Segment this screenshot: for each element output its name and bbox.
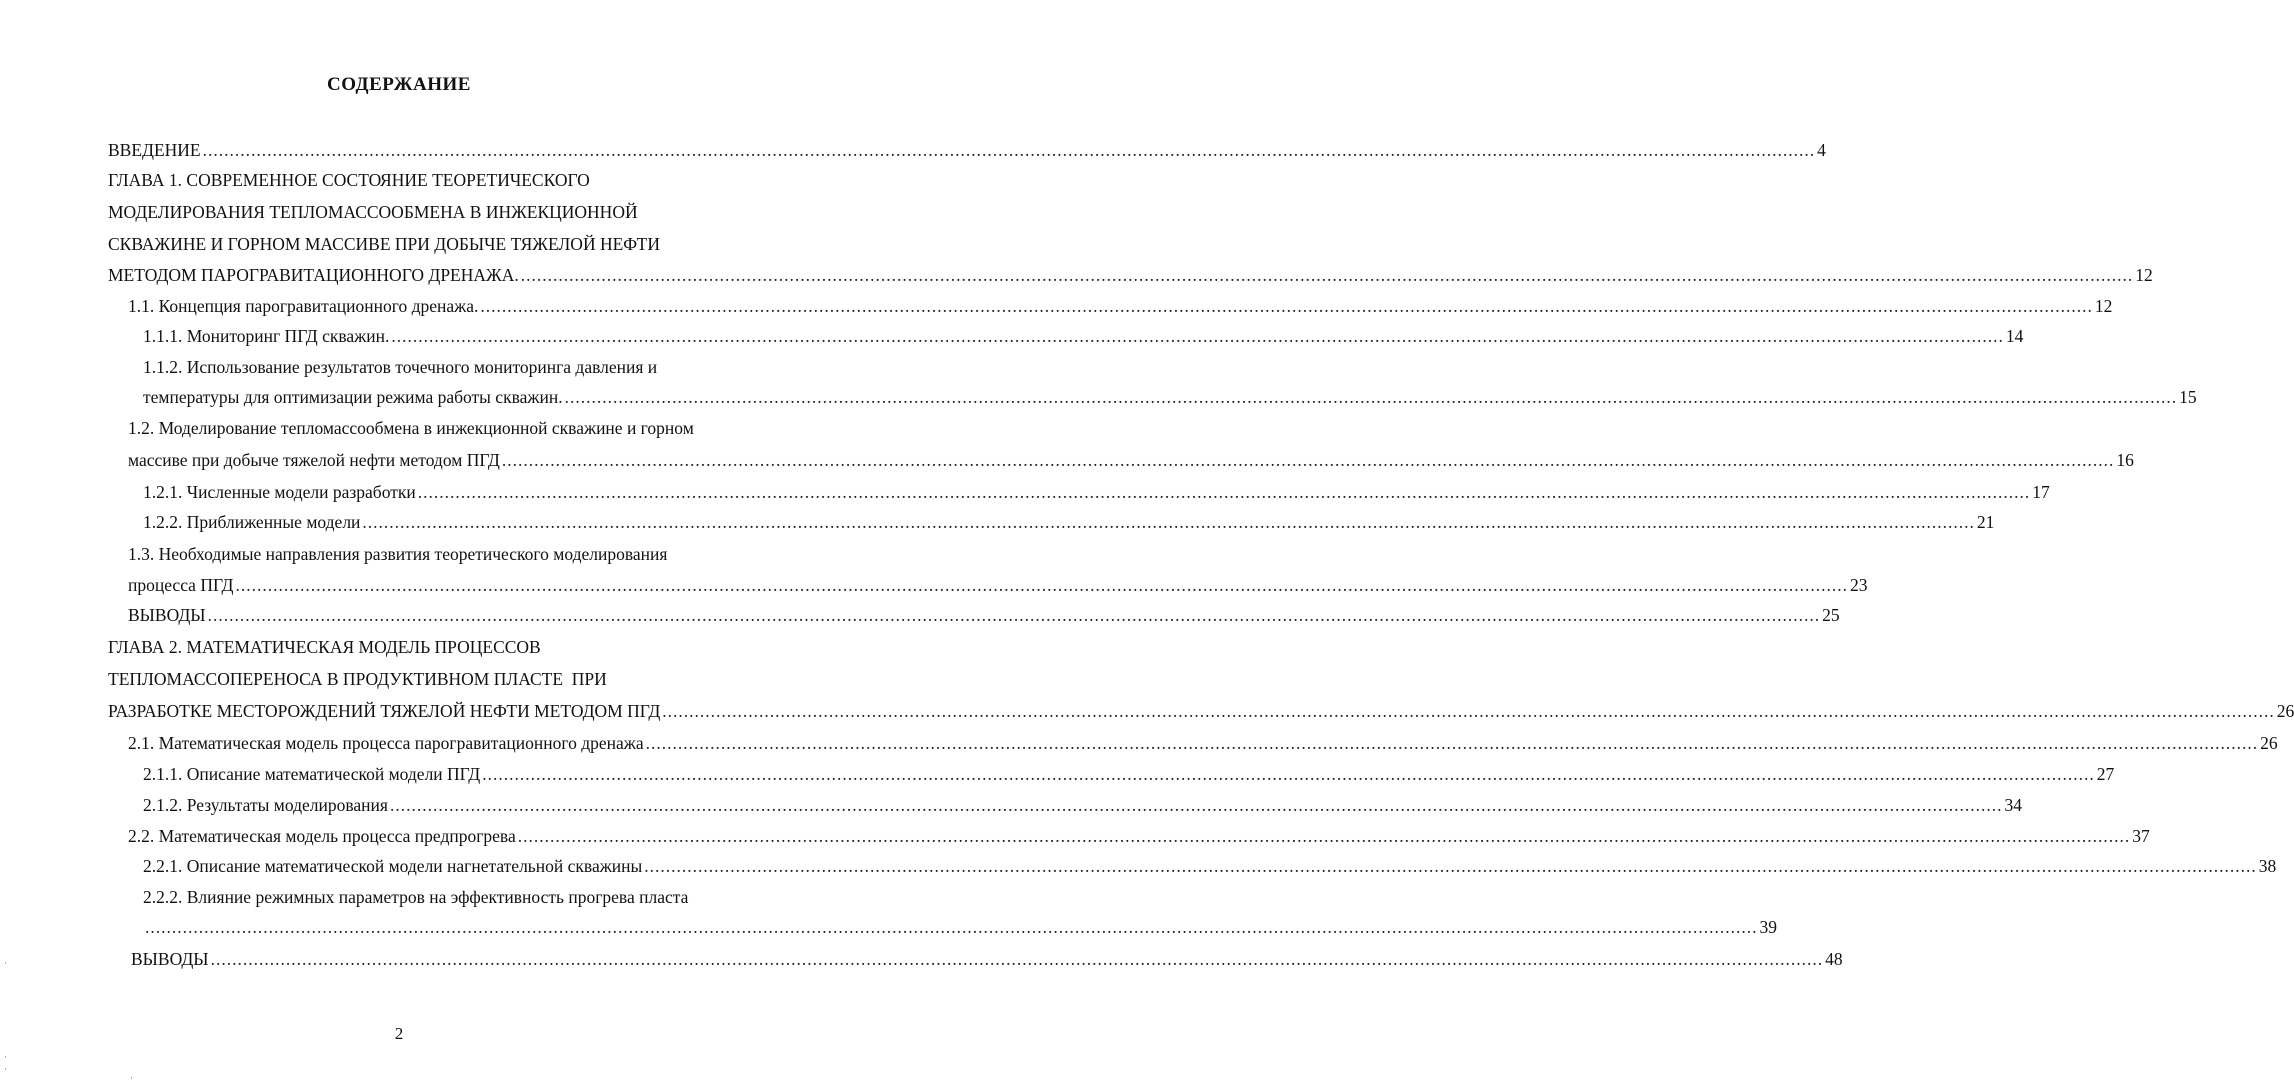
dot-leader: ............................................................................................................................................................................................................................................................................................................ <box>662 701 2275 721</box>
toc-entry-2-1-2[interactable] <box>143 791 2022 819</box>
dot-leader: ............................................................................................................................................................................................................................................................................................................ <box>520 265 2134 285</box>
toc-entry-1-2[interactable] <box>128 446 2134 474</box>
dot-leader: ............................................................................................................................................................................................................................................................................................................ <box>389 795 2003 815</box>
toc-entry-page: 38 <box>2258 856 2277 876</box>
toc-entry-2-2-2-line-1: 2.2.2. Влияние режимных параметров на эффективность прогрева пласта <box>143 887 689 907</box>
scan-speck: · <box>4 1052 7 1062</box>
toc-entry-introduction[interactable] <box>108 136 1826 164</box>
scan-speck: · <box>130 1073 133 1083</box>
toc-entry-page: 15 <box>2179 387 2197 407</box>
dot-leader: ............................................................................................................................................................................................................................................................................................................ <box>564 387 2178 407</box>
dot-leader: ............................................................................................................................................................................................................................................................................................................ <box>480 296 2093 316</box>
toc-entry-page: 26 <box>2276 701 2294 721</box>
dot-leader: ............................................................................................................................................................................................................................................................................................................ <box>362 512 1975 532</box>
toc-entry-conclusions-2[interactable] <box>131 945 1843 973</box>
toc-entry-2-1[interactable] <box>128 729 2278 757</box>
toc-entry-text: 2.2. Математическая модель процесса предпрогрева <box>128 826 516 846</box>
toc-entry-2-2-1[interactable] <box>143 852 2277 880</box>
toc-chapter-1-line-2: МОДЕЛИРОВАНИЯ ТЕПЛОМАССООБМЕНА В ИНЖЕКЦИОННОЙ <box>108 202 638 222</box>
toc-entry-1-2-line-1: 1.2. Моделирование тепломассообмена в инжекционной скважине и горном <box>128 418 694 438</box>
toc-chapter-2-line-2: ТЕПЛОМАССОПЕРЕНОСА В ПРОДУКТИВНОМ ПЛАСТЕ ПРИ <box>108 669 607 689</box>
toc-entry-text: процесса ПГД <box>128 575 234 595</box>
toc-entry-text: 1.2.1. Численные модели разработки <box>143 482 416 502</box>
toc-entry-page: 21 <box>1976 512 1995 532</box>
toc-entry-page: 12 <box>2094 296 2113 316</box>
toc-entry-text: 2.1.2. Результаты моделирования <box>143 795 388 815</box>
toc-chapter-2-line-1: ГЛАВА 2. МАТЕМАТИЧЕСКАЯ МОДЕЛЬ ПРОЦЕССОВ <box>108 637 541 657</box>
toc-entry-text: ВЫВОДЫ <box>131 949 209 969</box>
toc-entry-page: 14 <box>2005 326 2024 346</box>
toc-entry-chapter-1[interactable] <box>108 261 2153 289</box>
toc-entry-text: 2.2.1. Описание математической модели нагнетательной скважины <box>143 856 643 876</box>
toc-entry-text: массиве при добыче тяжелой нефти методом ПГД <box>128 450 500 470</box>
dot-leader: ............................................................................................................................................................................................................................................................................................................ <box>145 917 1758 937</box>
toc-entry-page: 12 <box>2135 265 2153 285</box>
toc-entry-text: 2.1. Математическая модель процесса парогравитационного дренажа <box>128 733 644 753</box>
toc-chapter-1-line-1: ГЛАВА 1. СОВРЕМЕННОЕ СОСТОЯНИЕ ТЕОРЕТИЧЕСКОГО <box>108 170 590 190</box>
scan-speck: · <box>4 958 7 968</box>
toc-entry-page: 25 <box>1822 605 1840 625</box>
toc-entry-1-1-1[interactable] <box>143 322 2024 350</box>
toc-chapter-1-line-3: СКВАЖИНЕ И ГОРНОМ МАССИВЕ ПРИ ДОБЫЧЕ ТЯЖЕЛОЙ НЕФТИ <box>108 234 661 254</box>
dot-leader: ............................................................................................................................................................................................................................................................................................................ <box>202 140 1816 160</box>
toc-entry-1-2-1[interactable] <box>143 478 2050 506</box>
toc-entry-text: МЕТОДОМ ПАРОГРАВИТАЦИОННОГО ДРЕНАЖА. <box>108 265 519 285</box>
toc-entry-2-1-1[interactable] <box>143 760 2115 788</box>
page-number: 2 <box>394 1024 404 1043</box>
dot-leader: ............................................................................................................................................................................................................................................................................................................ <box>645 733 2259 753</box>
toc-entry-page: 37 <box>2132 826 2150 846</box>
toc-entry-2-2[interactable] <box>128 822 2150 850</box>
toc-entry-page: 34 <box>2004 795 2022 815</box>
toc-entry-2-2-2[interactable] <box>143 913 1777 941</box>
toc-entry-text: ВВЕДЕНИЕ <box>108 140 201 160</box>
dot-leader: ............................................................................................................................................................................................................................................................................................................ <box>210 949 1824 969</box>
toc-entry-page: 39 <box>1759 917 1777 937</box>
toc-entry-page: 48 <box>1825 949 1843 969</box>
toc-entry-1-3-line-1: 1.3. Необходимые направления развития теоретического моделирования <box>128 544 668 564</box>
toc-entry-text: температуры для оптимизации режима работы скважин. <box>143 387 563 407</box>
dot-leader: ............................................................................................................................................................................................................................................................................................................ <box>391 326 2004 346</box>
dot-leader: ............................................................................................................................................................................................................................................................................................................ <box>417 482 2031 502</box>
dot-leader: ............................................................................................................................................................................................................................................................................................................ <box>235 575 1848 595</box>
toc-entry-page: 27 <box>2096 764 2115 784</box>
toc-entry-page: 17 <box>2032 482 2050 502</box>
dot-leader: ............................................................................................................................................................................................................................................................................................................ <box>517 826 2131 846</box>
toc-entry-text: 1.1.1. Мониторинг ПГД скважин. <box>143 326 390 346</box>
toc-entry-chapter-2[interactable] <box>108 697 2294 725</box>
toc-entry-1-2-2[interactable] <box>143 508 1995 536</box>
toc-entry-1-3[interactable] <box>128 571 1868 599</box>
dot-leader: ............................................................................................................................................................................................................................................................................................................ <box>644 856 2257 876</box>
toc-entry-1-1[interactable] <box>128 292 2113 320</box>
toc-entry-page: 16 <box>2116 450 2134 470</box>
toc-entry-text: 2.1.1. Описание математической модели ПГД <box>143 764 481 784</box>
page-title: СОДЕРЖАНИЕ <box>327 74 471 95</box>
dot-leader: ............................................................................................................................................................................................................................................................................................................ <box>207 605 1821 625</box>
toc-entry-text: 1.1. Концепция парогравитационного дренажа. <box>128 296 479 316</box>
toc-entry-text: 1.2.2. Приближенные модели <box>143 512 361 532</box>
toc-entry-conclusions-1[interactable] <box>128 601 1840 629</box>
toc-entry-1-1-2-line-1: 1.1.2. Использование результатов точечного мониторинга давления и <box>143 357 658 377</box>
dot-leader: ............................................................................................................................................................................................................................................................................................................ <box>482 764 2095 784</box>
toc-entry-1-1-2[interactable] <box>143 383 2197 411</box>
toc-entry-page: 23 <box>1849 575 1868 595</box>
toc-entry-page: 26 <box>2260 733 2278 753</box>
toc-entry-text: ВЫВОДЫ <box>128 605 206 625</box>
scan-speck: · <box>4 1064 7 1074</box>
toc-entry-text: РАЗРАБОТКЕ МЕСТОРОЖДЕНИЙ ТЯЖЕЛОЙ НЕФТИ МЕТОДОМ ПГД <box>108 701 661 721</box>
toc-entry-page: 4 <box>1817 140 1826 160</box>
dot-leader: ............................................................................................................................................................................................................................................................................................................ <box>501 450 2115 470</box>
